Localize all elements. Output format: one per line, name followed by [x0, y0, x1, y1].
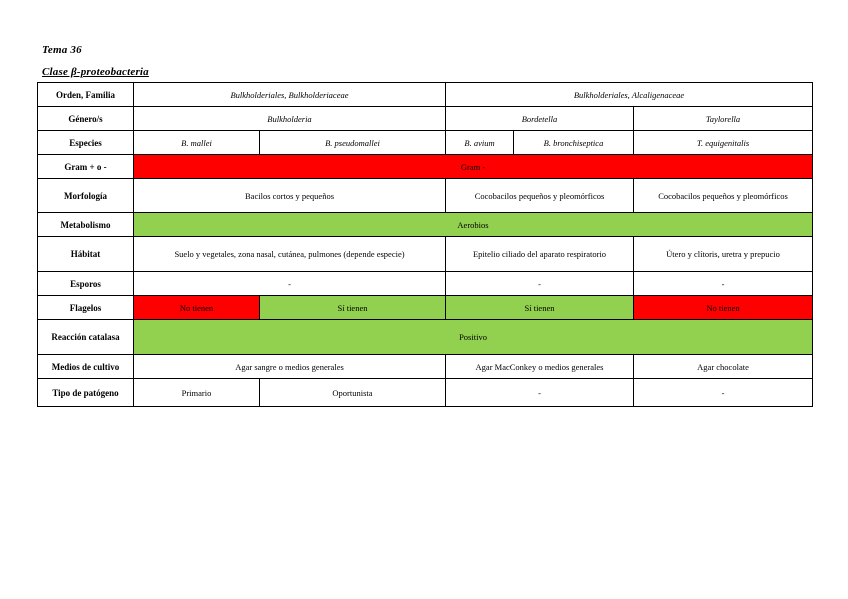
row-label-morfologia: Morfología — [38, 179, 134, 213]
cell-genero-b: Bordetella — [446, 107, 634, 131]
table-row — [38, 237, 813, 272]
cell-especies-c: B. avium — [446, 131, 514, 155]
classification-table — [37, 82, 813, 407]
page-title: Tema 36 — [42, 44, 82, 56]
cell-genero-c: Taylorella — [634, 107, 813, 131]
cell-morfologia-a: Bacilos cortos y pequeños — [134, 179, 446, 213]
row-label-metabolismo: Metabolismo — [38, 213, 134, 237]
cell-flagelos-b: Sí tienen — [260, 296, 446, 320]
table-row — [38, 379, 813, 407]
cell-flagelos-a: No tienen — [134, 296, 260, 320]
cell-patogeno-a: Primario — [134, 379, 260, 407]
cell-patogeno-c: - — [446, 379, 634, 407]
cell-habitat-b: Epitelio ciliado del aparato respiratorio — [446, 237, 634, 272]
cell-habitat-c: Útero y clítoris, uretra y prepucio — [634, 237, 813, 272]
row-label-especies: Especies — [38, 131, 134, 155]
cell-orden-a: Bulkholderiales, Bulkholderiaceae — [134, 83, 446, 107]
table-row — [38, 213, 813, 237]
cell-patogeno-d: - — [634, 379, 813, 407]
cell-esporos-c: - — [634, 272, 813, 296]
table-row — [38, 296, 813, 320]
row-label-gram: Gram + o - — [38, 155, 134, 179]
row-label-esporos: Esporos — [38, 272, 134, 296]
row-label-catalasa: Reacción catalasa — [38, 320, 134, 355]
cell-medios-c: Agar chocolate — [634, 355, 813, 379]
table-row — [38, 155, 813, 179]
cell-habitat-a: Suelo y vegetales, zona nasal, cutánea, pulmones (depende especie) — [134, 237, 446, 272]
cell-medios-a: Agar sangre o medios generales — [134, 355, 446, 379]
cell-metabolismo: Aerobios — [134, 213, 813, 237]
cell-patogeno-b: Oportunista — [260, 379, 446, 407]
table-row — [38, 83, 813, 107]
row-label-medios: Medios de cultivo — [38, 355, 134, 379]
row-label-patogeno: Tipo de patógeno — [38, 379, 134, 407]
cell-flagelos-c: Sí tienen — [446, 296, 634, 320]
cell-genero-a: Bulkholderia — [134, 107, 446, 131]
cell-especies-b: B. pseudomallei — [260, 131, 446, 155]
cell-especies-e: T. equigenitalis — [634, 131, 813, 155]
row-label-genero: Género/s — [38, 107, 134, 131]
cell-medios-b: Agar MacConkey o medios generales — [446, 355, 634, 379]
row-label-habitat: Hábitat — [38, 237, 134, 272]
cell-gram: Gram - — [134, 155, 813, 179]
table-row — [38, 355, 813, 379]
cell-especies-a: B. mallei — [134, 131, 260, 155]
row-label-orden: Orden, Familia — [38, 83, 134, 107]
table-row — [38, 320, 813, 355]
table-row — [38, 107, 813, 131]
row-label-flagelos: Flagelos — [38, 296, 134, 320]
cell-flagelos-d: No tienen — [634, 296, 813, 320]
table-row — [38, 179, 813, 213]
cell-morfologia-c: Cocobacilos pequeños y pleomórficos — [634, 179, 813, 213]
cell-catalasa: Positivo — [134, 320, 813, 355]
page-subtitle: Clase β-proteobacteria — [42, 66, 149, 78]
cell-morfologia-b: Cocobacilos pequeños y pleomórficos — [446, 179, 634, 213]
cell-especies-d: B. bronchiseptica — [514, 131, 634, 155]
table-row — [38, 272, 813, 296]
cell-esporos-b: - — [446, 272, 634, 296]
table-row — [38, 131, 813, 155]
cell-esporos-a: - — [134, 272, 446, 296]
cell-orden-b: Bulkholderiales, Alcaligenaceae — [446, 83, 813, 107]
